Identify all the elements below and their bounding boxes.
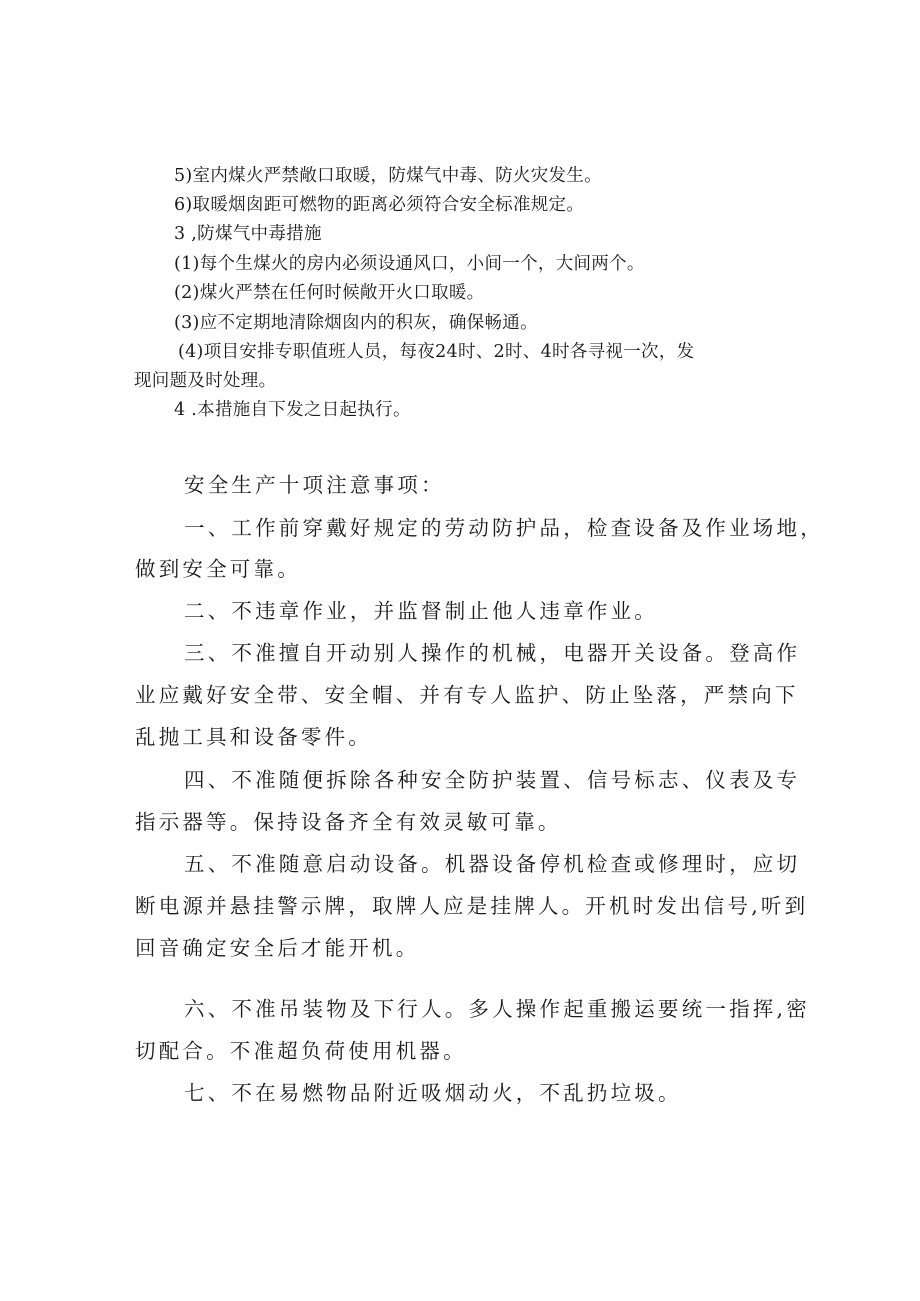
safety-item-3: 三、不准擅自开动别人操作的机械，电器开关设备。登高作 — [184, 641, 801, 665]
safety-item-4-continued: 指示器等。保持设备齐全有效灵敏可靠。 — [135, 810, 562, 834]
safety-item-3-continued-2: 乱抛工具和设备零件。 — [135, 725, 372, 749]
section-heading-3: 3 ,防煤气中毒措施 — [174, 224, 322, 244]
measure-item-3: (3)应不定期地清除烟囱内的积灰，确保畅通。 — [174, 313, 538, 333]
safety-item-6: 六、不准吊装物及下行人。多人操作起重搬运要统一指挥,密 — [184, 997, 810, 1021]
safety-item-6-continued: 切配合。不准超负荷使用机器。 — [135, 1039, 467, 1063]
safety-item-1-continued: 做到安全可靠。 — [135, 557, 301, 581]
safety-item-5-continued-1: 断电源并悬挂警示牌，取牌人应是挂牌人。开机时发出信号,听到 — [135, 894, 809, 918]
measure-item-2: (2)煤火严禁在任何时候敞开火口取暖。 — [174, 283, 485, 303]
measure-line-6: 6)取暖烟囱距可燃物的距离必须符合安全标准规定。 — [174, 195, 585, 215]
safety-item-1: 一、工作前穿戴好规定的劳动防护品，检查设备及作业场地， — [184, 516, 824, 540]
safety-item-3-continued-1: 业应戴好安全带、安全帽、并有专人监护、防止坠落，严禁向下 — [135, 683, 799, 707]
measure-line-5: 5)室内煤火严禁敞口取暖，防煤气中毒、防火灾发生。 — [174, 166, 602, 186]
safety-item-5: 五、不准随意启动设备。机器设备停机检查或修理时，应切 — [184, 852, 801, 876]
measure-item-4-continued: 现问题及时处理。 — [134, 371, 277, 391]
measure-item-4: (4)项目安排专职值班人员，每夜24时、2时、4时各寻视一次，发 — [178, 342, 695, 362]
section-heading-4: 4 .本措施自下发之日起执行。 — [174, 400, 411, 420]
safety-title: 安全生产十项注意事项： — [184, 473, 445, 497]
measure-item-1: (1)每个生煤火的房内必须设通风口，小间一个，大间两个。 — [174, 254, 645, 274]
safety-item-4: 四、不准随便拆除各种安全防护装置、信号标志、仪表及专 — [184, 768, 801, 792]
safety-item-7: 七、不在易燃物品附近吸烟动火，不乱扔垃圾。 — [184, 1081, 682, 1105]
safety-item-2: 二、不违章作业，并监督制止他人违章作业。 — [184, 599, 658, 623]
safety-item-5-continued-2: 回音确定安全后才能开机。 — [135, 936, 420, 960]
